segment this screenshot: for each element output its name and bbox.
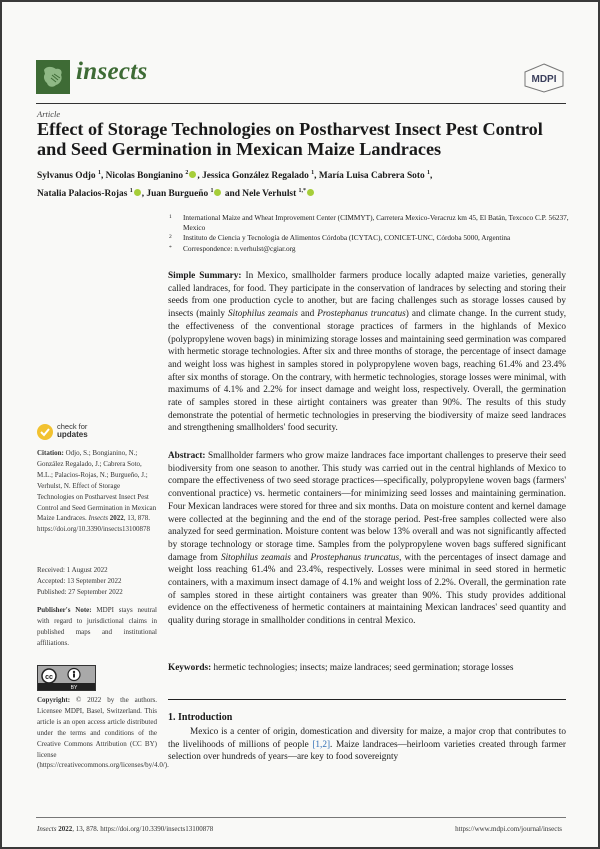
received-date: Received: 1 August 2022	[37, 566, 108, 574]
author: Sylvanus Odjo	[37, 171, 96, 182]
svg-text:MDPI: MDPI	[531, 74, 557, 85]
svg-text:BY: BY	[70, 685, 78, 690]
affiliations	[167, 213, 577, 254]
citation-block: Citation: Odjo, S.; Bongianino, N.; González Regalado, J.; Cabrera Soto, M.L.; Palacios-Rojas, N.; Burgueño, J.; Verhulst, N. Effect of Storage Technologies on Postharvest Insect Pest Control and Seed Germination in Mexican Maize Landraces. Insects 2022, 13, 878. https://doi.org/10.3390/insects13100878	[37, 449, 157, 534]
footer-divider	[36, 817, 566, 818]
author: Natalia Palacios-Rojas	[37, 189, 128, 200]
check-for-updates-button[interactable]: check for updates	[37, 422, 107, 444]
journal-header	[36, 57, 566, 103]
footer-citation: Insects 2022, 13, 878. https://doi.org/10.3390/insects13100878	[37, 825, 214, 833]
article-type: Article	[37, 109, 61, 119]
author: María Luisa Cabrera Soto	[318, 171, 425, 182]
cc-by-license-icon[interactable]	[37, 665, 96, 691]
section-divider	[168, 699, 566, 700]
accepted-date: Accepted: 13 September 2022	[37, 576, 122, 585]
correspondence: * Correspondence: n.verhulst@cgiar.org	[169, 243, 296, 253]
insects-logo-icon	[36, 60, 70, 94]
mdpi-logo-icon	[522, 63, 566, 93]
keywords: Keywords: hermetic technologies; insects; maize landraces; seed germination; storage losses	[168, 663, 514, 673]
header-divider	[36, 103, 566, 104]
abstract: Abstract: Smallholder farmers who grow maize landraces face important challenges to preserve their seed biodiversity from one season to another. This study was carried out in the central highlands of Mexico to compare the effectiveness of two seed storage practices—specifically, polypropylene woven bags (farmers' conventional practice) vs. hermetic containers—for minimizing seed losses and maintaining germination. Four Mexican landraces were stored for three and six months. Data on moisture content and kernel damage were collected at the beginning and the end of the storage period. Pest-free samples collected were also analyzed for seed germination. Moisture content was below 13% overall and was not significantly affected by storage technology or storage time. Samples from the polypropylene woven bags suffered significant damage from Sitophilus zeamais and Prostephanus truncatus, with the percentages of insect damage and weight loss reaching 61.4% and 23.4%, respectively. Losses were minimal in seed stored in hermetic containers, with a maximum insect damage of 4.1% and weight loss of 2.2%. Overall, the germination rate of samples stored in these airtight containers was greater than 90%. This study provides additional evidence on the effectiveness of hermetic containers at maintaining Mexican landraces' seed quantity and quality during storage in smallholder conditions in central Mexico.	[168, 451, 567, 627]
copyright-notice: Copyright: © 2022 by the authors. Licensee MDPI, Basel, Switzerland. This article is an open access article distributed under the terms and conditions of the Creative Commons Attribution (CC BY) license (https://creativecommons.org/licenses/by/4.0/).	[37, 696, 169, 770]
author: Jessica González Regalado	[202, 171, 309, 182]
affiliation: 2 Instituto de Ciencia y Tecnología de Alimentos Córdoba (ICYTAC), CONICET-UNC, Córdoba 5000, Argentina	[169, 233, 511, 243]
publication-dates	[37, 565, 157, 598]
paper-page	[2, 2, 598, 847]
simple-summary: Simple Summary: In Mexico, smallholder farmers produce locally adapted maize varieties, generally called landraces, for food. They participate in the conservation of landraces by selecting and storing their seeds from one production cycle to another, but are facing challenges such as storage losses caused by insects (mainly Sitophilus zeamais and Prostephanus truncatus) and climate change. In the current study, the effectiveness of the conventional storage practices of farmers in the highlands of Mexico (polypropylene woven bags) in minimizing storage losses and maintaining seed germination was compared with hermetic storage technologies. After six and three months of storage, the percentage of insect damage and weight loss was highest in samples stored in polypropylene woven bags, reaching 61.4% and 23.4% after six months of storage. On the contrary, with hermetic technologies, storage losses were minimal, with maximums of 4.1% and 2.2% for insect damage and weight loss, respectively. Overall, the germination rate of samples stored in these airtight containers was greater than 90%. The results of this study demonstrate the potential of hermetic technologies in preserving the biodiversity of maize seed landraces and strengthening smallholders' food security.	[168, 271, 567, 434]
affiliation: 1 International Maize and Wheat Improvement Center (CIMMYT), Carretera Mexico-Veracruz km 45, El Batán, Texcoco C.P. 56237, Mexico	[169, 213, 569, 233]
section-heading: 1. Introduction	[168, 712, 233, 723]
orcid-icon[interactable]	[214, 189, 221, 196]
published-date: Published: 27 September 2022	[37, 587, 123, 596]
author-list: Sylvanus Odjo $^1$, Nicolas Bongianino $^2$ , Jessica González Regalado $^1$, María Luisa Cabrera Soto $^1$, Natalia Palacios-Rojas $^1$ , Juan Burgueño $^1$ and Nele Verhulst $^{1,*}$	[37, 170, 433, 200]
publisher-note: Publisher's Note: MDPI stays neutral with regard to jurisdictional claims in published maps and institutional affiliations.	[37, 606, 157, 647]
author: Nicolas Bongianino	[105, 171, 184, 182]
introduction-text: Mexico is a center of origin, domestication and diversity for maize, a major crop that contributes to the livelihoods of millions of people [1,2]. Maize landraces—heirloom varieties created through farmer selection over hundreds of years—are key to food sovereignty	[168, 727, 566, 763]
citation-link[interactable]: [1,2]	[312, 739, 331, 750]
journal-url-link[interactable]: https://www.mdpi.com/journal/insects	[455, 825, 562, 833]
orcid-icon[interactable]	[307, 189, 314, 196]
author: Nele Verhulst	[242, 189, 297, 200]
orcid-icon[interactable]	[134, 189, 141, 196]
article-title: Effect of Storage Technologies on Postharvest Insect Pest Control and Seed Germination in Mexican Maize Landraces	[37, 119, 543, 159]
author: Juan Burgueño	[146, 189, 209, 200]
checkmark-icon	[37, 424, 53, 440]
orcid-icon[interactable]	[189, 171, 196, 178]
journal-name: insects	[76, 58, 148, 85]
svg-text:cc: cc	[45, 674, 53, 681]
